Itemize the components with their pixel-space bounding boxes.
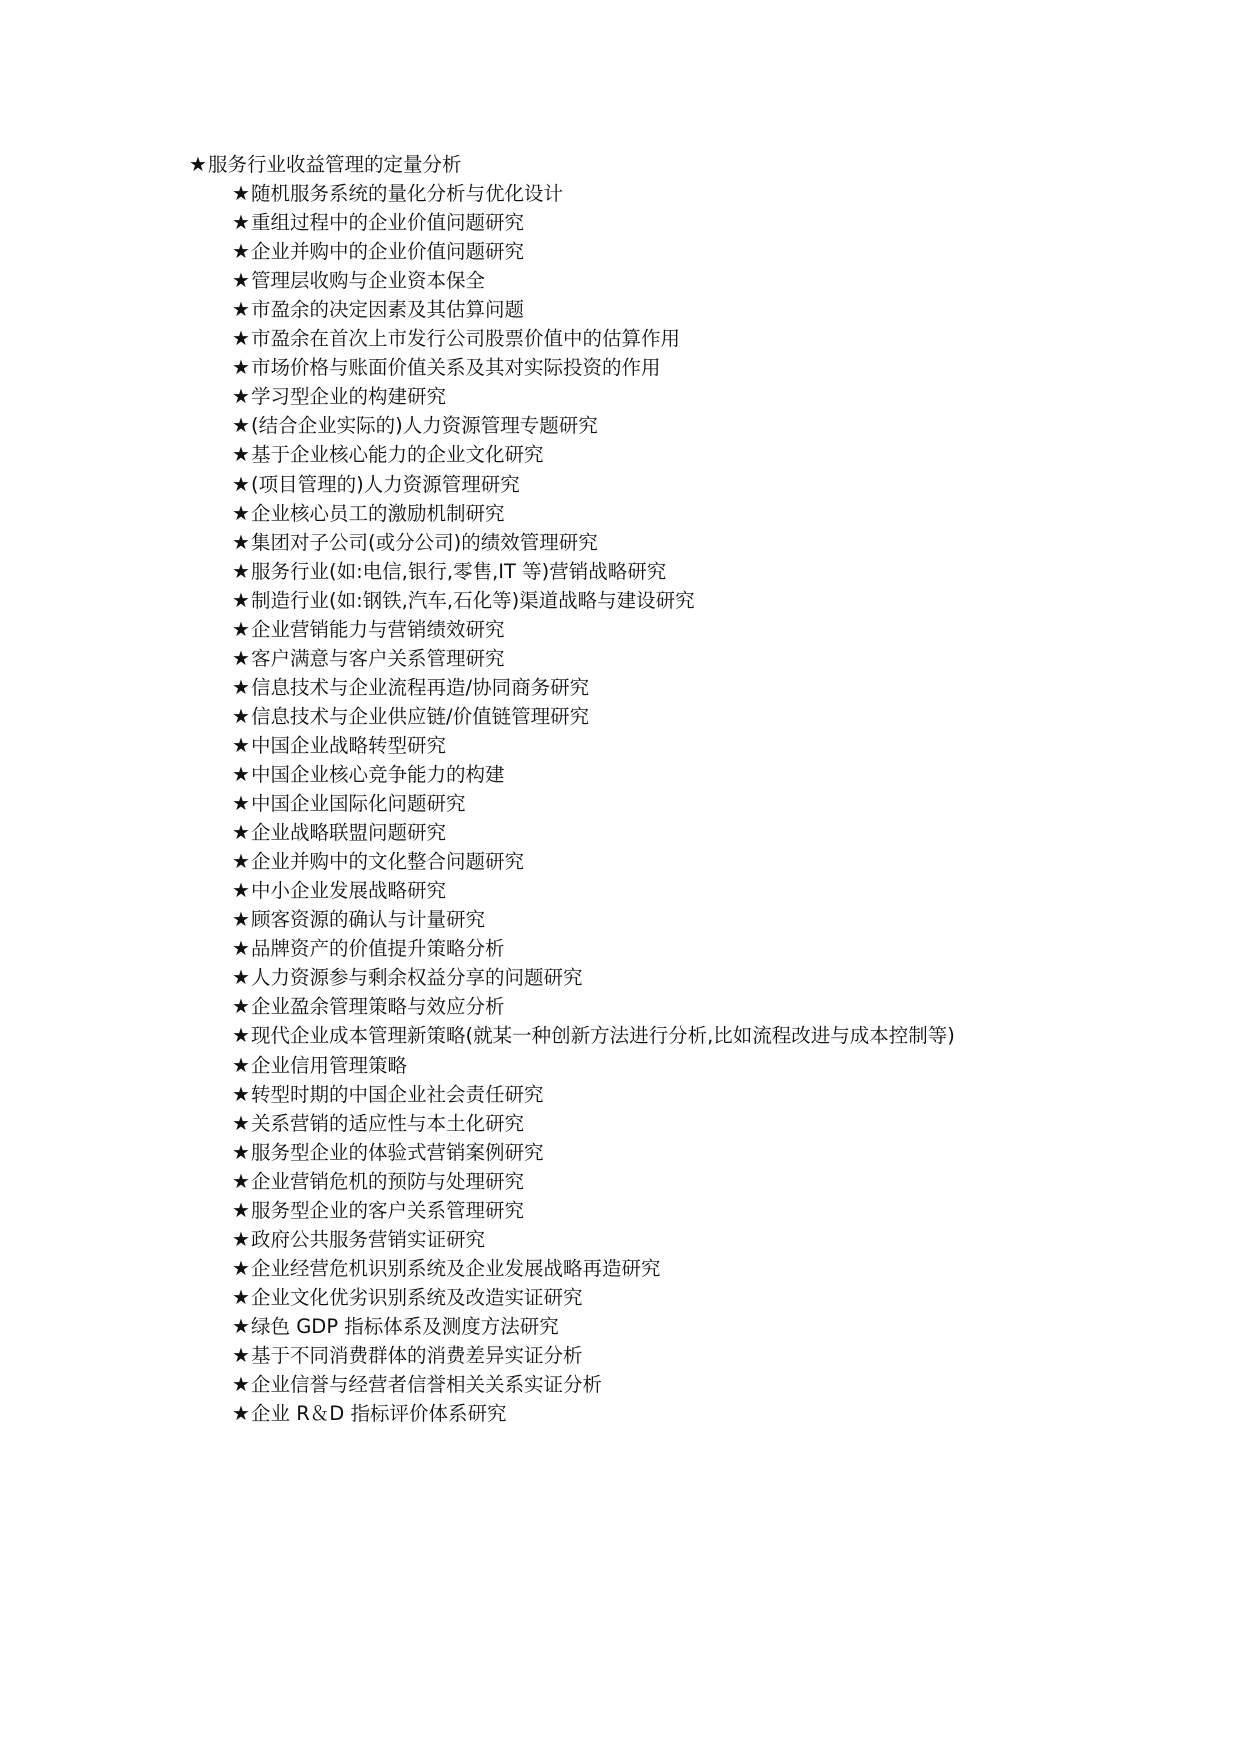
topic-item-text: 客户满意与客户关系管理研究 bbox=[251, 646, 505, 670]
topic-item bbox=[231, 642, 505, 674]
black-star-icon: ★ bbox=[232, 791, 250, 816]
topic-item-text: 服务行业(如:电信,银行,零售,IT 等)营销战略研究 bbox=[251, 559, 667, 583]
topic-item bbox=[231, 351, 661, 383]
topic-item-text: 企业并购中的文化整合问题研究 bbox=[251, 850, 525, 874]
black-star-icon: ★ bbox=[232, 849, 250, 874]
topic-item-text: 政府公共服务营销实证研究 bbox=[251, 1227, 486, 1251]
topic-item bbox=[231, 526, 598, 558]
black-star-icon: ★ bbox=[232, 210, 250, 235]
topic-item-text: 信息技术与企业供应链/价值链管理研究 bbox=[251, 704, 590, 728]
topic-item bbox=[231, 845, 524, 877]
topic-item bbox=[231, 1136, 544, 1168]
black-star-icon: ★ bbox=[232, 1052, 250, 1077]
black-star-icon: ★ bbox=[232, 413, 250, 438]
topic-item bbox=[231, 1078, 544, 1110]
black-star-icon: ★ bbox=[232, 1110, 250, 1135]
topic-item-text: 企业营销危机的预防与处理研究 bbox=[251, 1169, 525, 1193]
black-star-icon: ★ bbox=[232, 820, 250, 845]
black-star-icon: ★ bbox=[232, 1081, 250, 1106]
topic-item bbox=[231, 1252, 661, 1284]
topic-item bbox=[231, 1165, 524, 1197]
topic-item-text: 基于企业核心能力的企业文化研究 bbox=[251, 443, 544, 467]
topic-item-text: 制造行业(如:钢铁,汽车,石化等)渠道战略与建设研究 bbox=[251, 588, 695, 612]
black-star-icon: ★ bbox=[232, 1401, 250, 1426]
topic-item bbox=[231, 1397, 506, 1429]
topic-item bbox=[231, 1019, 955, 1051]
black-star-icon: ★ bbox=[232, 268, 250, 293]
topic-item-text: 企业并购中的企业价值问题研究 bbox=[251, 240, 525, 264]
topic-item-text: 顾客资源的确认与计量研究 bbox=[251, 908, 486, 932]
black-star-icon: ★ bbox=[232, 1343, 250, 1367]
topic-item bbox=[231, 1368, 602, 1400]
black-star-icon: ★ bbox=[232, 878, 250, 903]
topic-item-text: 企业营销能力与营销绩效研究 bbox=[251, 617, 505, 641]
topic-item bbox=[231, 264, 485, 296]
topic-item-text: 品牌资产的价值提升策略分析 bbox=[251, 937, 505, 961]
topic-item-text: 企业盈余管理策略与效应分析 bbox=[251, 995, 505, 1019]
topic-item bbox=[231, 961, 583, 993]
topic-item bbox=[231, 787, 466, 819]
black-star-icon: ★ bbox=[232, 1197, 250, 1222]
topic-item-text: 中国企业战略转型研究 bbox=[251, 733, 447, 757]
topic-item-text: 学习型企业的构建研究 bbox=[251, 385, 447, 409]
black-star-icon: ★ bbox=[232, 1284, 250, 1309]
topic-item-text: (项目管理的)人力资源管理研究 bbox=[251, 472, 520, 496]
topic-item bbox=[231, 206, 524, 238]
black-star-icon: ★ bbox=[232, 1023, 250, 1048]
topic-item-text: 中小企业发展战略研究 bbox=[251, 879, 447, 903]
black-star-icon: ★ bbox=[232, 762, 250, 786]
topic-item bbox=[231, 816, 446, 848]
topic-item bbox=[231, 584, 695, 616]
topic-item bbox=[231, 380, 446, 412]
topic-item bbox=[231, 903, 485, 935]
topic-item bbox=[231, 729, 446, 761]
topic-item-text: 信息技术与企业流程再造/协同商务研究 bbox=[251, 675, 590, 699]
black-star-icon: ★ bbox=[232, 355, 250, 380]
black-star-icon: ★ bbox=[232, 645, 250, 670]
black-star-icon: ★ bbox=[232, 907, 250, 932]
topic-item-text: 中国企业国际化问题研究 bbox=[251, 792, 466, 816]
topic-item-text: 中国企业核心竞争能力的构建 bbox=[251, 763, 505, 786]
black-star-icon: ★ bbox=[189, 152, 207, 176]
topic-item-text: 人力资源参与剩余权益分享的问题研究 bbox=[251, 966, 583, 990]
topic-item bbox=[231, 468, 520, 500]
topic-item bbox=[231, 1223, 485, 1255]
black-star-icon: ★ bbox=[232, 384, 250, 409]
topic-item-text: 现代企业成本管理新策略(就某一种创新方法进行分析,比如流程改进与成本控制等) bbox=[251, 1024, 955, 1048]
topic-item bbox=[231, 293, 524, 325]
topic-item-text: 集团对子公司(或分公司)的绩效管理研究 bbox=[251, 530, 598, 554]
black-star-icon: ★ bbox=[232, 616, 250, 641]
topic-item-text: 企业经营危机识别系统及企业发展战略再造研究 bbox=[251, 1256, 661, 1280]
black-star-icon: ★ bbox=[232, 1139, 250, 1164]
black-star-icon: ★ bbox=[232, 326, 250, 351]
black-star-icon: ★ bbox=[232, 732, 250, 757]
black-star-icon: ★ bbox=[232, 558, 250, 583]
topic-item bbox=[231, 1339, 583, 1371]
topic-item bbox=[231, 874, 446, 906]
black-star-icon: ★ bbox=[232, 965, 250, 990]
topic-item-text: 绿色 GDP 指标体系及测度方法研究 bbox=[251, 1314, 559, 1338]
topic-item-text: 重组过程中的企业价值问题研究 bbox=[251, 211, 525, 235]
black-star-icon: ★ bbox=[232, 529, 250, 554]
topic-item bbox=[231, 322, 680, 354]
topic-item-text: 管理层收购与企业资本保全 bbox=[251, 269, 486, 293]
topic-item bbox=[231, 1194, 524, 1226]
black-star-icon: ★ bbox=[232, 471, 250, 496]
topic-item-text: 市场价格与账面价值关系及其对实际投资的作用 bbox=[251, 356, 661, 380]
black-star-icon: ★ bbox=[232, 1255, 250, 1280]
black-star-icon: ★ bbox=[232, 1372, 250, 1397]
topic-item-text: 关系营销的适应性与本土化研究 bbox=[251, 1111, 525, 1135]
topic-item bbox=[231, 1281, 583, 1313]
topic-item bbox=[231, 438, 544, 470]
topic-item bbox=[231, 990, 505, 1022]
topic-item bbox=[231, 555, 666, 587]
topic-item bbox=[231, 758, 505, 790]
topic-item-text: 服务型企业的体验式营销案例研究 bbox=[251, 1140, 544, 1164]
topic-item-text: 服务型企业的客户关系管理研究 bbox=[251, 1198, 525, 1222]
topic-item bbox=[231, 1107, 524, 1139]
topic-item bbox=[231, 177, 563, 209]
black-star-icon: ★ bbox=[232, 587, 250, 612]
topic-item bbox=[231, 1049, 407, 1081]
topic-item-text: 企业战略联盟问题研究 bbox=[251, 821, 447, 845]
topic-item-text: 转型时期的中国企业社会责任研究 bbox=[251, 1082, 544, 1106]
black-star-icon: ★ bbox=[232, 703, 250, 728]
topic-item-text: 企业核心员工的激励机制研究 bbox=[251, 501, 505, 525]
topic-item bbox=[231, 409, 598, 441]
black-star-icon: ★ bbox=[232, 500, 250, 525]
topic-item-text: 企业信用管理策略 bbox=[251, 1053, 408, 1077]
topic-item bbox=[231, 1310, 559, 1342]
topic-item-text: 市盈余在首次上市发行公司股票价值中的估算作用 bbox=[251, 327, 681, 351]
topic-item bbox=[231, 932, 505, 964]
topic-item-text: 企业 R＆D 指标评价体系研究 bbox=[251, 1402, 507, 1426]
black-star-icon: ★ bbox=[232, 1168, 250, 1193]
topic-heading bbox=[188, 148, 462, 180]
topic-item bbox=[231, 235, 524, 267]
black-star-icon: ★ bbox=[232, 1226, 250, 1251]
black-star-icon: ★ bbox=[232, 181, 250, 205]
topic-heading-text: 服务行业收益管理的定量分析 bbox=[208, 153, 462, 176]
black-star-icon: ★ bbox=[232, 994, 250, 1019]
topic-item-text: (结合企业实际的)人力资源管理专题研究 bbox=[251, 414, 598, 438]
topic-item-text: 企业信誉与经营者信誉相关关系实证分析 bbox=[251, 1373, 603, 1397]
topic-item bbox=[231, 700, 589, 732]
black-star-icon: ★ bbox=[232, 1313, 250, 1338]
topic-item bbox=[231, 671, 589, 703]
topic-item-text: 基于不同消费群体的消费差异实证分析 bbox=[251, 1344, 583, 1367]
black-star-icon: ★ bbox=[232, 239, 250, 264]
black-star-icon: ★ bbox=[232, 297, 250, 322]
black-star-icon: ★ bbox=[232, 442, 250, 467]
topic-item-text: 企业文化优劣识别系统及改造实证研究 bbox=[251, 1285, 583, 1309]
topic-item-text: 市盈余的决定因素及其估算问题 bbox=[251, 298, 525, 322]
topic-item bbox=[231, 613, 505, 645]
topic-item bbox=[231, 497, 505, 529]
topic-item-text: 随机服务系统的量化分析与优化设计 bbox=[251, 182, 564, 205]
black-star-icon: ★ bbox=[232, 674, 250, 699]
black-star-icon: ★ bbox=[232, 936, 250, 961]
